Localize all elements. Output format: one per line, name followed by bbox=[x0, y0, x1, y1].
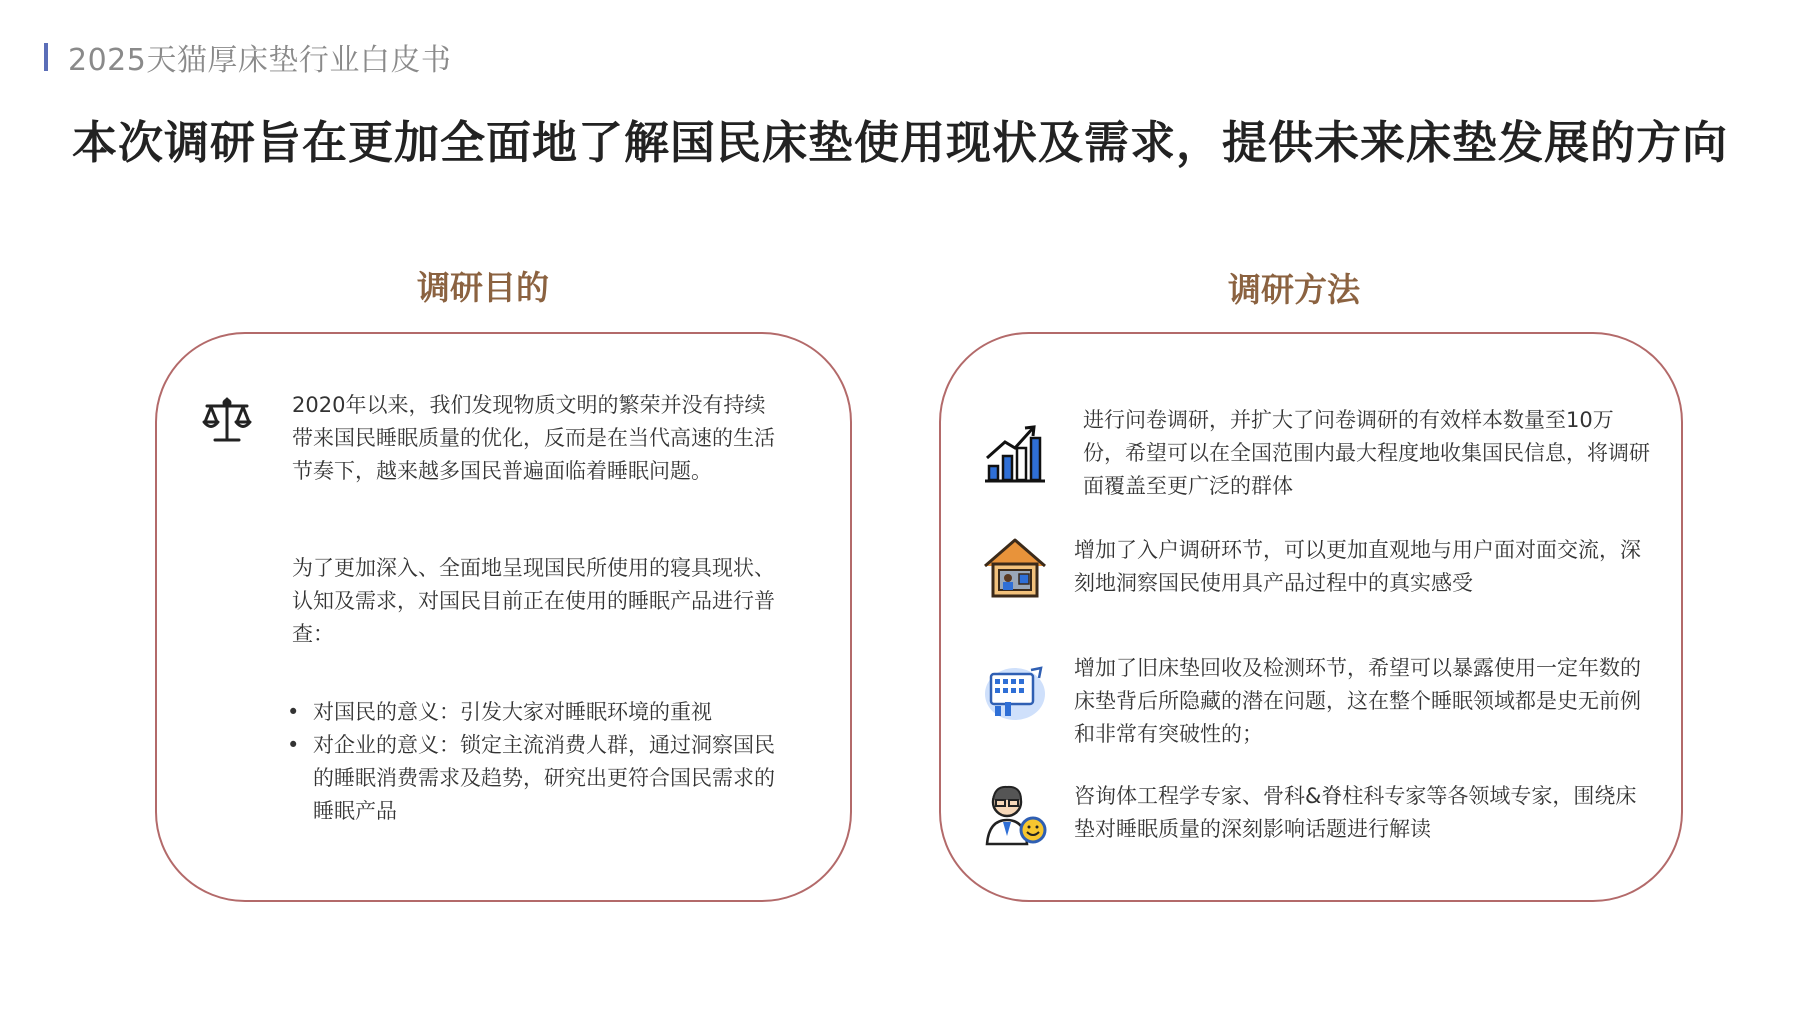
method-item-text: 增加了入户调研环节，可以更加直观地与用户面对面交流，深刻地洞察国民使用具产品过程中的真实感受 bbox=[1074, 538, 1641, 595]
purpose-bullet-list bbox=[287, 696, 787, 828]
mattress-inspection-icon bbox=[981, 658, 1049, 726]
purpose-paragraph-2: 为了更加深入、全面地呈现国民所使用的寝具现状、认知及需求，对国民目前正在使用的睡眠产品进行普查： bbox=[292, 556, 775, 646]
bar-chart-growth-icon bbox=[981, 420, 1049, 488]
home-interview-icon bbox=[981, 534, 1049, 602]
header-accent-bar bbox=[44, 43, 48, 71]
balance-scale-icon bbox=[201, 394, 253, 446]
report-title: 2025天猫厚床垫行业白皮书 bbox=[68, 43, 452, 78]
page-headline: 本次调研旨在更加全面地了解国民床垫使用现状及需求，提供未来床垫发展的方向 bbox=[71, 116, 1728, 169]
method-card bbox=[939, 332, 1683, 902]
report-header bbox=[44, 40, 452, 78]
method-item-text: 增加了旧床垫回收及检测环节，希望可以暴露使用一定年数的床垫背后所隐藏的潜在问题，这在整个睡眠领域都是史无前例和非常有突破性的； bbox=[1074, 656, 1641, 746]
expert-consult-icon bbox=[981, 780, 1049, 848]
purpose-bullet: • 对国民的意义：引发大家对睡眠环境的重视 bbox=[287, 696, 787, 729]
method-item-text: 咨询体工程学专家、骨科&脊柱科专家等各领域专家，围绕床垫对睡眠质量的深刻影响话题进行解读 bbox=[1074, 784, 1637, 841]
purpose-bullet: • 对企业的意义：锁定主流消费人群，通过洞察国民的睡眠消费需求及趋势，研究出更符合国民需求的睡眠产品 bbox=[287, 729, 787, 828]
method-title: 调研方法 bbox=[1228, 270, 1360, 309]
purpose-paragraph-1: 2020年以来，我们发现物质文明的繁荣并没有持续带来国民睡眠质量的优化，反而是在当代高速的生活节奏下，越来越多国民普遍面临着睡眠问题。 bbox=[292, 393, 775, 483]
purpose-card bbox=[155, 332, 852, 902]
method-item-text: 进行问卷调研，并扩大了问卷调研的有效样本数量至10万份，希望可以在全国范围内最大程度地收集国民信息，将调研面覆盖至更广泛的群体 bbox=[1083, 408, 1650, 498]
purpose-title: 调研目的 bbox=[417, 268, 549, 307]
